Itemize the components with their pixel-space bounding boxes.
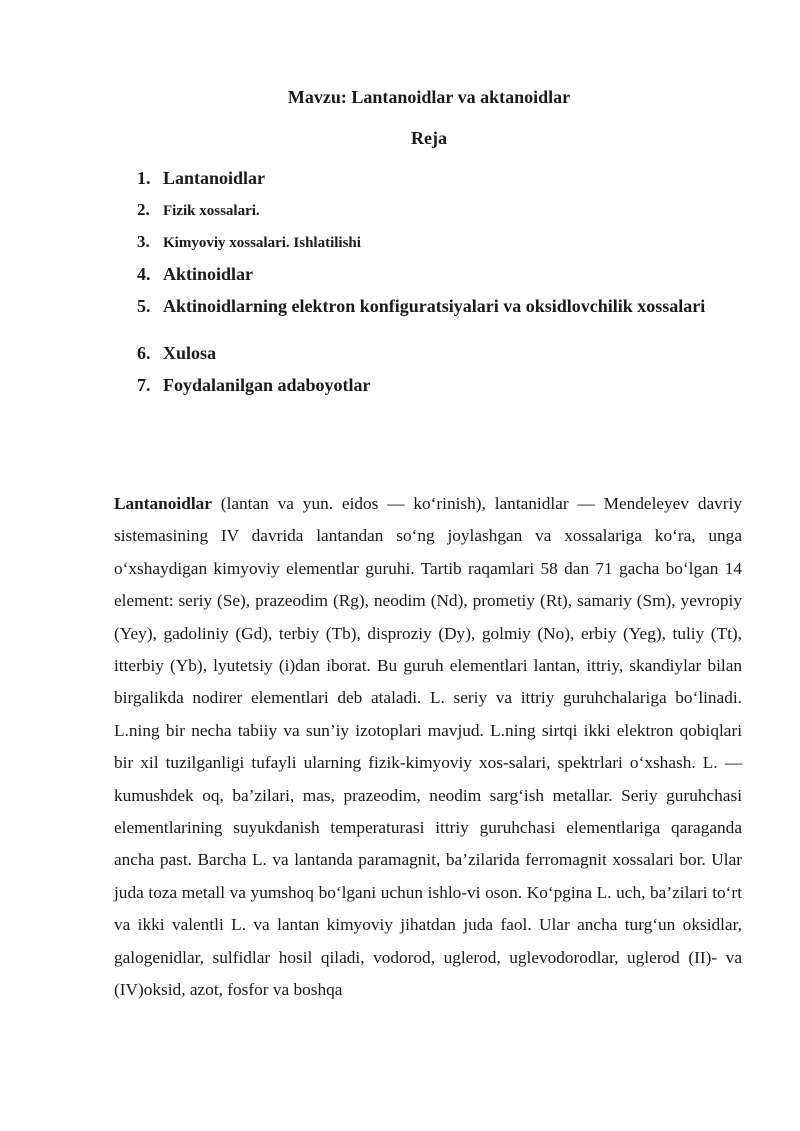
plan-item-text: Aktinoidlarning elektron konfiguratsiyalari va oksidlovchilik xossalari <box>163 296 706 316</box>
document-title: Mavzu: Lantanoidlar va aktanoidlar <box>287 87 571 107</box>
plan-item-text: Fizik xossalari. <box>163 203 260 219</box>
plan-item <box>137 199 260 222</box>
plan-item-text: Xulosa <box>163 343 217 363</box>
plan-item <box>137 263 253 285</box>
plan-item-number: 5. <box>137 296 151 316</box>
plan-item-number: 3. <box>137 232 150 251</box>
plan-item <box>137 374 371 396</box>
plan-item-text: Foydalanilgan adaboyotlar <box>163 375 371 395</box>
plan-item-number: 1. <box>137 168 151 188</box>
plan-item-number: 7. <box>137 375 151 395</box>
plan-item-text: Kimyoviy xossalari. Ishlatilishi <box>163 235 361 251</box>
body-paragraph <box>114 488 742 1007</box>
plan-item <box>137 342 216 364</box>
paragraph-body-text: (lantan va yun. eidos — ko‘rinish), lantanidlar — Mendeleyev davriy sistemasining IV davrida lantandan so‘ng joylashgan va xossalariga ko‘ra, unga o‘xshaydigan kimyoviy elementlar guruhi. Tartib raqamlari 58 dan 71 gacha bo‘lgan 14 element: seriy (Se), prazeodim (Rg), neodim (Nd), prometiy (Rt), samariy (Sm), yevropiy (Yey), gadoliniy (Gd), terbiy (Tb), disproziy (Dy), golmiy (No), erbiy (Yeg), tuliy (Tt), itterbiy (Yb), lyutetsiy (i)dan iborat. Bu guruh elementlari lantan, ittriy, skandiylar bilan birgalikda nodirer elementlari deb ataladi. L. seriy va ittriy guruhchalariga bo‘linadi. L.ning bir necha tabiiy va sun’iy izotoplari mavjud. L.ning sirtqi ikki elektron qobiqlari bir xil tuzilganligi tufayli ularning fizik-kimyoviy xos-salari, spektrlari o‘xshash. L. — kumushdek oq, ba’zilari, mas, prazeodim, neodim sarg‘ish metallar. Seriy guruhchasi elementlarining suyukdanish temperaturasi ittriy guruhchasi elementlariga qaraganda ancha past. Barcha L. va lantanda paramagnit, ba’zilarida ferromagnit xossalari bor. Ular juda toza metall va yumshoq bo‘lgani uchun ishlo-vi oson. Ko‘pgina L. uch, ba’zilari to‘rt va ikki valentli L. va lantan kimyoviy jihatdan juda faol. Ular ancha turg‘un oksidlar, galogenidlar, sulfidlar hosil qiladi, vodorod, uglerod, uglevodorodlar, uglerod (II)- va (IV)oksid, azot, fosfor va boshqa <box>114 494 742 1000</box>
plan-item <box>137 295 705 317</box>
plan-item-text: Lantanoidlar <box>163 168 266 188</box>
plan-item <box>137 231 361 254</box>
plan-item-text: Aktinoidlar <box>163 264 254 284</box>
plan-heading: Reja <box>411 128 447 148</box>
plan-item-number: 6. <box>137 343 151 363</box>
plan-item <box>137 167 265 189</box>
paragraph-lead-term: Lantanoidlar <box>114 494 212 513</box>
plan-item-number: 2. <box>137 200 150 219</box>
plan-item-number: 4. <box>137 264 151 284</box>
